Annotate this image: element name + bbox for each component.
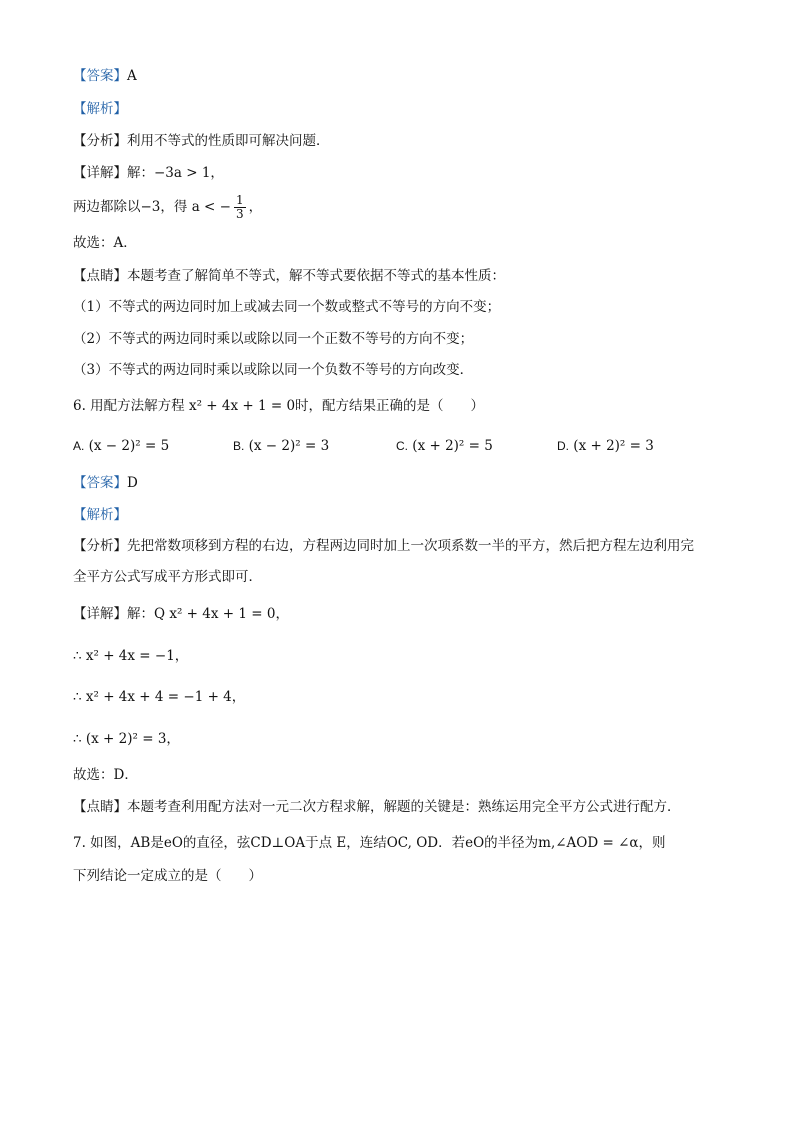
dianjing-label: 【点睛】 xyxy=(73,268,127,284)
q6-fenxi-line-2: 全平方公式写成平方形式即可． xyxy=(73,569,262,585)
q5-rule1: （1）不等式的两边同时加上或减去同一个数或整式不等号的方向不变； xyxy=(73,299,501,315)
fenxi-label: 【分析】 xyxy=(73,133,127,149)
q5-fenxi-line xyxy=(73,131,734,151)
answer-label: 【答案】 xyxy=(73,475,127,491)
q7-question-line-1: 7. 如图，AB是eO的直径，弦CD⊥OA于点 E，连结OC, OD．若eO的半径为m,∠AOD = ∠α，则 xyxy=(73,835,666,851)
q6-step1: ∴ x² + 4x = −1， xyxy=(73,648,189,664)
option-letter: D. xyxy=(557,439,569,453)
option-text: (x + 2)² = 5 xyxy=(412,438,493,454)
option-letter: A. xyxy=(73,439,85,453)
choose-text: 故选：A． xyxy=(73,235,137,251)
q5-analysis-line xyxy=(73,99,734,119)
answer-label: 【答案】 xyxy=(73,68,127,84)
option-d[interactable] xyxy=(557,436,654,456)
option-b[interactable] xyxy=(233,436,329,456)
q5-rule3: （3）不等式的两边同时乘以或除以同一个负数不等号的方向改变． xyxy=(73,362,474,378)
q5-choose-line xyxy=(73,233,734,253)
fenxi-text: 利用不等式的性质即可解决问题． xyxy=(127,133,330,149)
answer-value: A xyxy=(127,68,137,84)
option-a[interactable] xyxy=(73,436,169,456)
q6-fenxi-line xyxy=(73,536,734,556)
q5-dianjing-line xyxy=(73,266,734,286)
q6-dianjing-line xyxy=(73,797,734,817)
option-letter: B. xyxy=(233,439,245,453)
option-text: (x + 2)² = 3 xyxy=(573,438,654,454)
xiangjie-text: 解：−3a > 1， xyxy=(127,165,224,181)
option-letter: C. xyxy=(396,439,408,453)
fenxi-label: 【分析】 xyxy=(73,538,127,554)
analysis-label: 【解析】 xyxy=(73,101,127,117)
option-c[interactable] xyxy=(396,436,493,456)
q5-answer-line xyxy=(73,66,734,86)
xiangjie-label: 【详解】 xyxy=(73,165,127,181)
dianjing-text: 本题考查利用配方法对一元二次方程求解，解题的关键是：熟练运用完全平方公式进行配方． xyxy=(127,799,681,815)
xiangjie-text: 解：Q x² + 4x + 1 = 0， xyxy=(127,606,289,622)
step2-text: 两边都除以−3，得 a < − xyxy=(73,199,231,215)
dianjing-text: 本题考查了解简单不等式，解不等式要依据不等式的基本性质： xyxy=(127,268,505,284)
q6-step3: ∴ (x + 2)² = 3， xyxy=(73,731,180,747)
q5-xiangjie-line xyxy=(73,163,734,183)
xiangjie-label: 【详解】 xyxy=(73,606,127,622)
q6-step2: ∴ x² + 4x + 4 = −1 + 4， xyxy=(73,689,246,705)
option-text: (x − 2)² = 3 xyxy=(248,438,330,454)
q6-xiangjie-line xyxy=(73,604,734,624)
q7-question-line-2: 下列结论一定成立的是（ ） xyxy=(73,868,262,884)
q5-step2-line xyxy=(73,193,734,221)
q6-answer-line xyxy=(73,473,734,493)
answer-value: D xyxy=(127,475,138,491)
option-text: (x − 2)² = 5 xyxy=(88,438,170,454)
q6-question: 6. 用配方法解方程 x² + 4x + 1 = 0时，配方结果正确的是（ ） xyxy=(73,398,485,414)
analysis-label: 【解析】 xyxy=(73,507,127,523)
fenxi-text: 先把常数项移到方程的右边，方程两边同时加上一次项系数一半的平方，然后把方程左边利用完 xyxy=(127,538,694,554)
step2-tail: ， xyxy=(248,199,263,215)
q6-analysis-line xyxy=(73,505,734,525)
fraction-denominator: 3 xyxy=(235,207,244,221)
q6-choose-line: 故选：D． xyxy=(73,767,138,783)
fraction-numerator: 1 xyxy=(235,193,244,207)
q5-rule2: （2）不等式的两边同时乘以或除以同一个正数不等号的方向不变； xyxy=(73,331,474,347)
fraction xyxy=(234,194,246,221)
dianjing-label: 【点睛】 xyxy=(73,799,127,815)
